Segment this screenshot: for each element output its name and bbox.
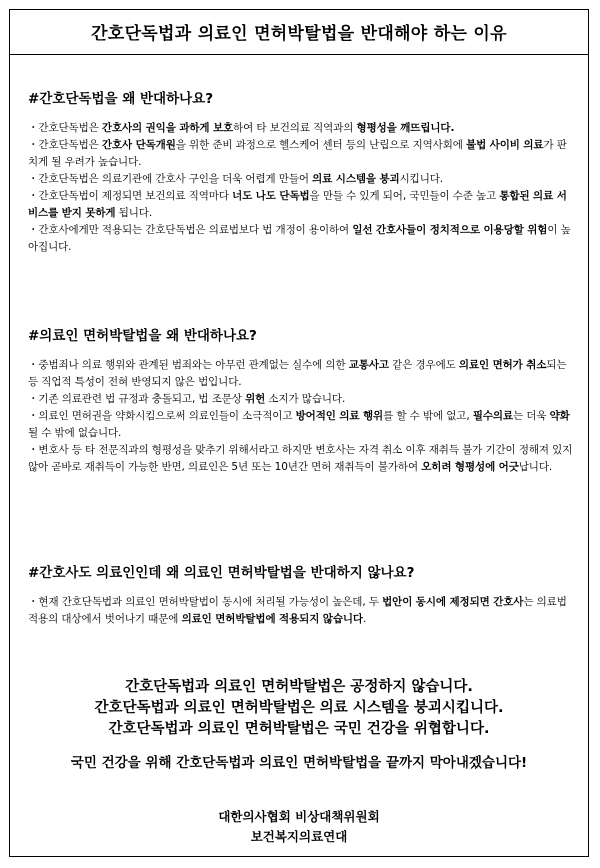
signers-block (10, 807, 588, 847)
bold-text: 의료인 면허가 취소 (458, 359, 547, 371)
bold-text: 간호사 단독개원 (101, 139, 176, 151)
bold-text: 간호사의 권익을 과하게 보호 (101, 122, 234, 134)
bold-text: 의료 시스템을 붕괴 (312, 173, 400, 185)
bullet-item (28, 357, 573, 391)
conclusion-statement: 간호단독법과 의료인 면허박탈법은 국민 건강을 위협합니다. (108, 721, 490, 737)
bold-text: 필수의료 (472, 410, 513, 422)
text-run: 가 판치게 될 우려가 높습니다. (28, 139, 567, 168)
text-run: ・의료인 면허권을 약화시킴으로써 의료인들이 소극적이고 (28, 410, 296, 422)
section-heading: #의료인 면허박탈법을 왜 반대하나요? (28, 328, 257, 344)
text-run: ・간호단독법은 (28, 122, 102, 134)
section-heading: #간호단독법을 왜 반대하나요? (28, 91, 214, 107)
section-item-list (28, 594, 573, 628)
text-run: ・현재 간호단독법과 의료인 면허박탈법이 동시에 처리될 가능성이 높은데, 두 (28, 596, 383, 608)
section-heading: #간호사도 의료인인데 왜 의료인 면허박탈법을 반대하지 않나요? (28, 565, 415, 581)
section-nursing-act (28, 90, 573, 256)
text-run: 납니다. (518, 461, 553, 473)
bullet-item (28, 408, 573, 442)
text-run: 같은 경우에도 (388, 359, 459, 371)
text-run: 하여 타 보건의료 직역과의 (233, 122, 357, 134)
bold-text: 교통사고 (348, 359, 389, 371)
text-run: ・변호사 등 타 전문직과의 형평성을 맞추기 위해서라고 하지만 변호사는 자격 취소 이후 재취득 불가 기간이 정해져 있지 않아 곧바로 재취득이 가능한 반면, 의료인은 5년 또는 10년간 면허 재취득이 불가하여 (28, 444, 573, 473)
text-run: 를 할 수 밖에 없고, (383, 410, 473, 422)
bullet-item (28, 171, 573, 188)
text-run: 시킵니다. (399, 173, 444, 185)
text-run: ・간호단독법이 제정되면 보건의료 직역마다 (28, 190, 233, 202)
text-run: 될 수 밖에 없습니다. (28, 427, 122, 439)
bullet-item (28, 594, 573, 628)
bold-text: 의료인 면허박탈법에 적용되지 않습니다 (181, 613, 363, 625)
text-run: . (362, 613, 367, 625)
bold-text: 통합된 의료 서비스를 받지 못하게 (28, 190, 567, 219)
section-license-revocation-act (28, 327, 573, 476)
bold-text: 오히려 형평성에 어긋 (421, 461, 519, 473)
text-run: 소지가 많습니다. (265, 393, 346, 405)
signer: 보건복지의료연대 (250, 829, 348, 844)
text-run: 됩니다. (115, 207, 153, 219)
bullet-item (28, 391, 573, 408)
bold-text: 위헌 (245, 393, 266, 405)
bullet-item (28, 222, 573, 256)
bullet-item (28, 137, 573, 171)
text-run: ・간호단독법은 (28, 139, 102, 151)
bold-text: 형평성을 깨뜨립니다. (356, 122, 455, 134)
section-item-list (28, 357, 573, 476)
bold-text: 불법 사이비 의료 (466, 139, 544, 151)
text-run: ・기존 의료관련 법 규정과 충돌되고, 법 조문상 (28, 393, 246, 405)
final-statement: 국민 건강을 위해 간호단독법과 의료인 면허박탈법을 끝까지 막아내겠습니다! (70, 755, 528, 771)
section-nurses-question (28, 564, 573, 628)
conclusion-statement: 간호단독법과 의료인 면허박탈법은 공정하지 않습니다. (125, 679, 473, 695)
bold-text: 법안이 동시에 제정되면 간호사 (382, 596, 524, 608)
text-run: 는 더욱 (513, 410, 550, 422)
document-page (9, 9, 589, 857)
text-run: ・간호사에게만 적용되는 간호단독법은 의료법보다 법 개정이 용이하여 (28, 224, 353, 236)
title-divider (10, 54, 588, 55)
text-run: 이 높아집니다. (28, 224, 571, 253)
conclusion-statement: 간호단독법과 의료인 면허박탈법은 의료 시스템을 붕괴시킵니다. (94, 700, 504, 716)
bold-text: 일선 간호사들이 정치적으로 이용당할 위험 (352, 224, 548, 236)
bold-text: 약화 (549, 410, 570, 422)
text-run: 을 위한 준비 과정으로 헬스케어 센터 등의 난립으로 지역사회에 (175, 139, 467, 151)
bold-text: 방어적인 의료 행위 (295, 410, 384, 422)
text-run: 는 의료법 적용의 대상에서 벗어나기 때문에 (28, 596, 567, 625)
text-run: 되는 등 직업적 특성이 전혀 반영되지 않은 법입니다. (28, 359, 567, 388)
text-run: ・중범죄나 의료 행위와 관계된 범죄와는 아무런 관계없는 실수에 의한 (28, 359, 349, 371)
document-title: 간호단독법과 의료인 면허박탈법을 반대해야 하는 이유 (91, 24, 507, 44)
bullet-item (28, 188, 573, 222)
conclusion-block (10, 677, 588, 740)
text-run: ・간호단독법은 의료기관에 간호사 구인을 더욱 어렵게 만들어 (28, 173, 313, 185)
section-item-list (28, 120, 573, 256)
text-run: 을 만들 수 있게 되어, 국민들이 수준 높고 (309, 190, 500, 202)
bullet-item (28, 120, 573, 137)
bullet-item (28, 442, 573, 476)
signer: 대한의사협회 비상대책위원회 (218, 809, 380, 824)
bold-text: 너도 나도 단독법 (232, 190, 310, 202)
